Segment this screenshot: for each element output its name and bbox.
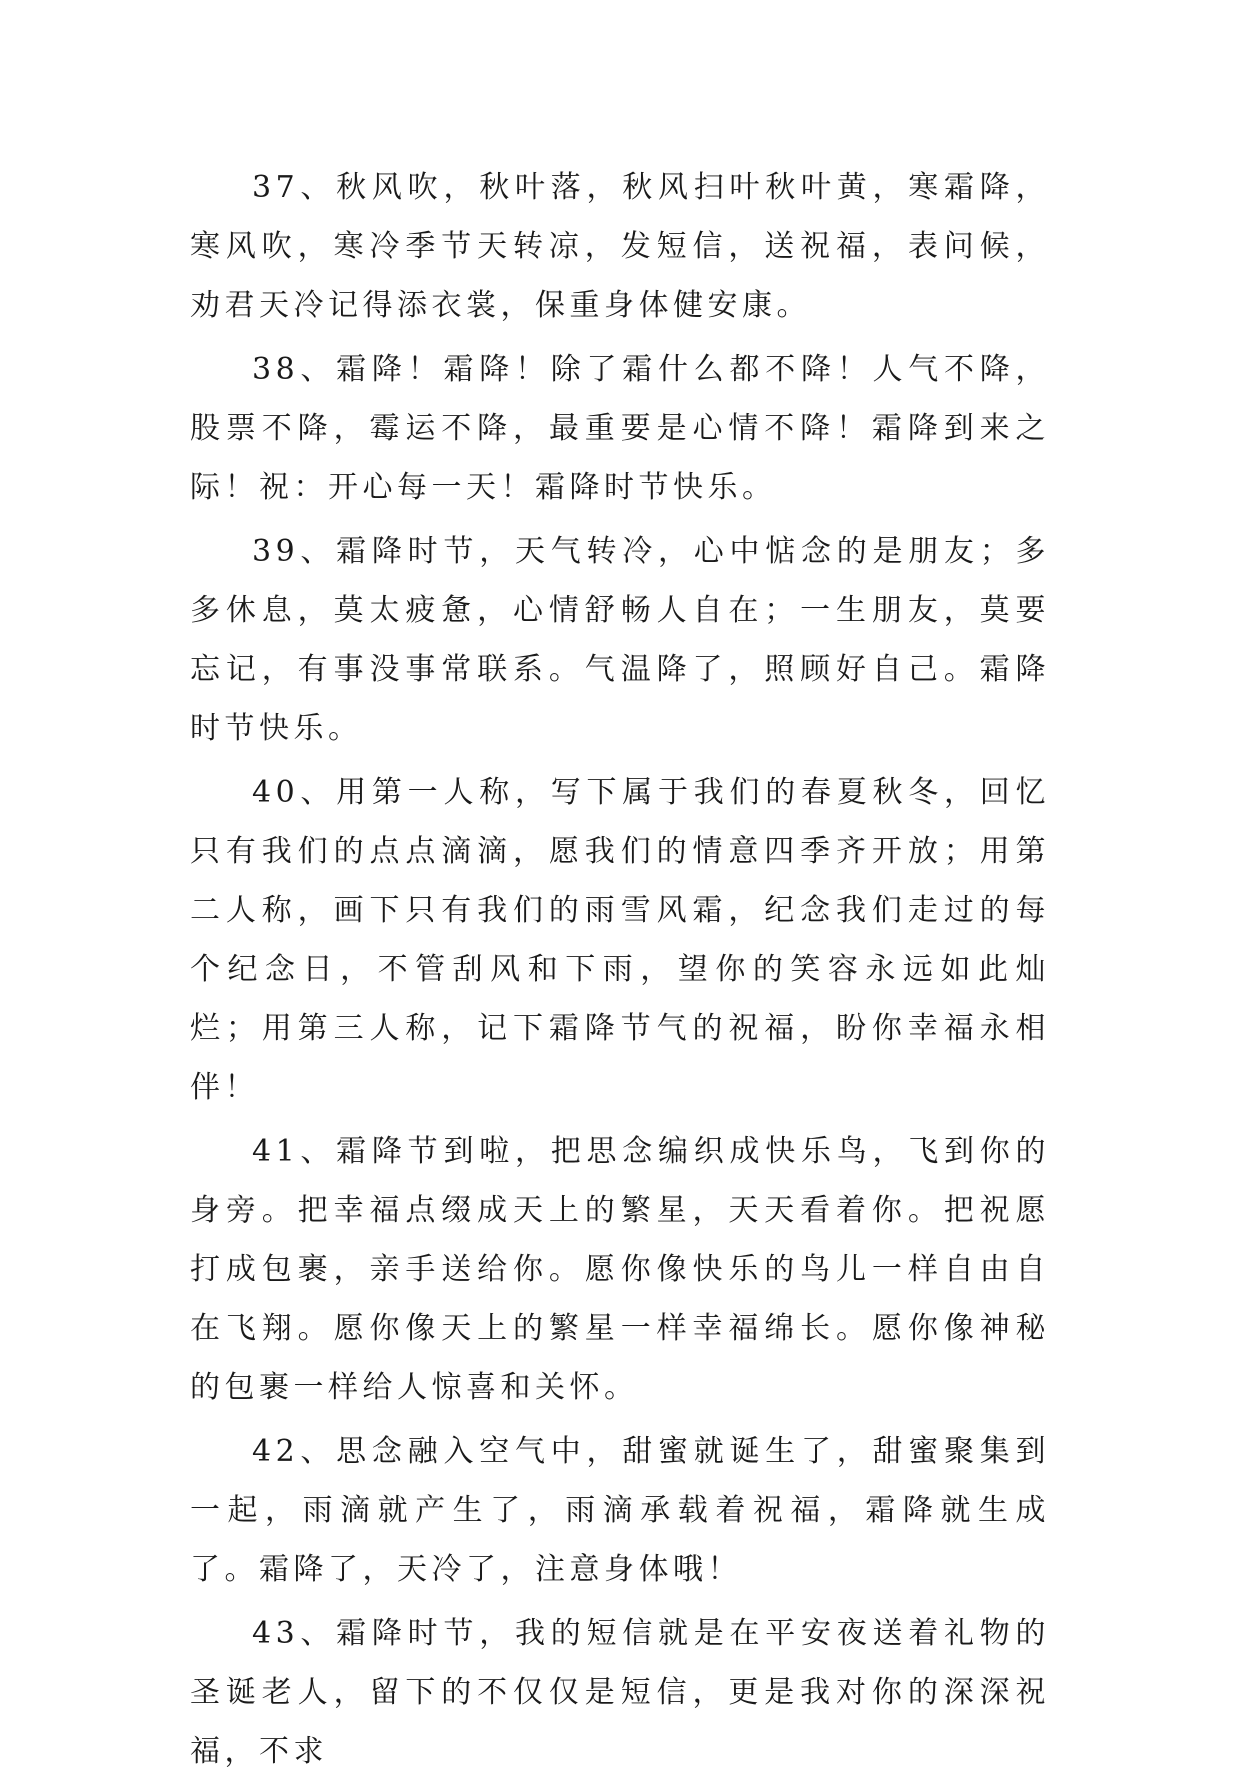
- paragraph-43: 43、霜降时节，我的短信就是在平安夜送着礼物的圣诞老人，留下的不仅仅是短信，更是我对你的深深祝福，不求: [190, 1616, 1050, 1769]
- paragraph-39: 39、霜降时节，天气转冷，心中惦念的是朋友；多多休息，莫太疲惫，心情舒畅人自在；一生朋友，莫要忘记，有事没事常联系。气温降了，照顾好自己。霜降时节快乐。: [190, 534, 1050, 746]
- paragraph-40: 40、用第一人称，写下属于我们的春夏秋冬，回忆只有我们的点点滴滴，愿我们的情意四季齐开放；用第二人称，画下只有我们的雨雪风霜，纪念我们走过的每个纪念日，不管刮风和下雨，望你的笑容永远如此灿烂；用第三人称，记下霜降节气的祝福，盼你幸福永相伴！: [190, 775, 1050, 1105]
- paragraph-37: 37、秋风吹，秋叶落，秋风扫叶秋叶黄，寒霜降，寒风吹，寒冷季节天转凉，发短信，送祝福，表问候，劝君天冷记得添衣裳，保重身体健安康。: [190, 170, 1050, 323]
- document-body: [190, 158, 1050, 1786]
- paragraph-42: 42、思念融入空气中，甜蜜就诞生了，甜蜜聚集到一起，雨滴就产生了，雨滴承载着祝福，霜降就生成了。霜降了，天冷了，注意身体哦！: [190, 1434, 1050, 1587]
- paragraph-38: 38、霜降！霜降！除了霜什么都不降！人气不降，股票不降，霉运不降，最重要是心情不降！霜降到来之际！祝：开心每一天！霜降时节快乐。: [190, 352, 1050, 505]
- paragraph-41: 41、霜降节到啦，把思念编织成快乐鸟，飞到你的身旁。把幸福点缀成天上的繁星，天天看着你。把祝愿打成包裹，亲手送给你。愿你像快乐的鸟儿一样自由自在飞翔。愿你像天上的繁星一样幸福绵长。愿你像神秘的包裹一样给人惊喜和关怀。: [190, 1134, 1050, 1405]
